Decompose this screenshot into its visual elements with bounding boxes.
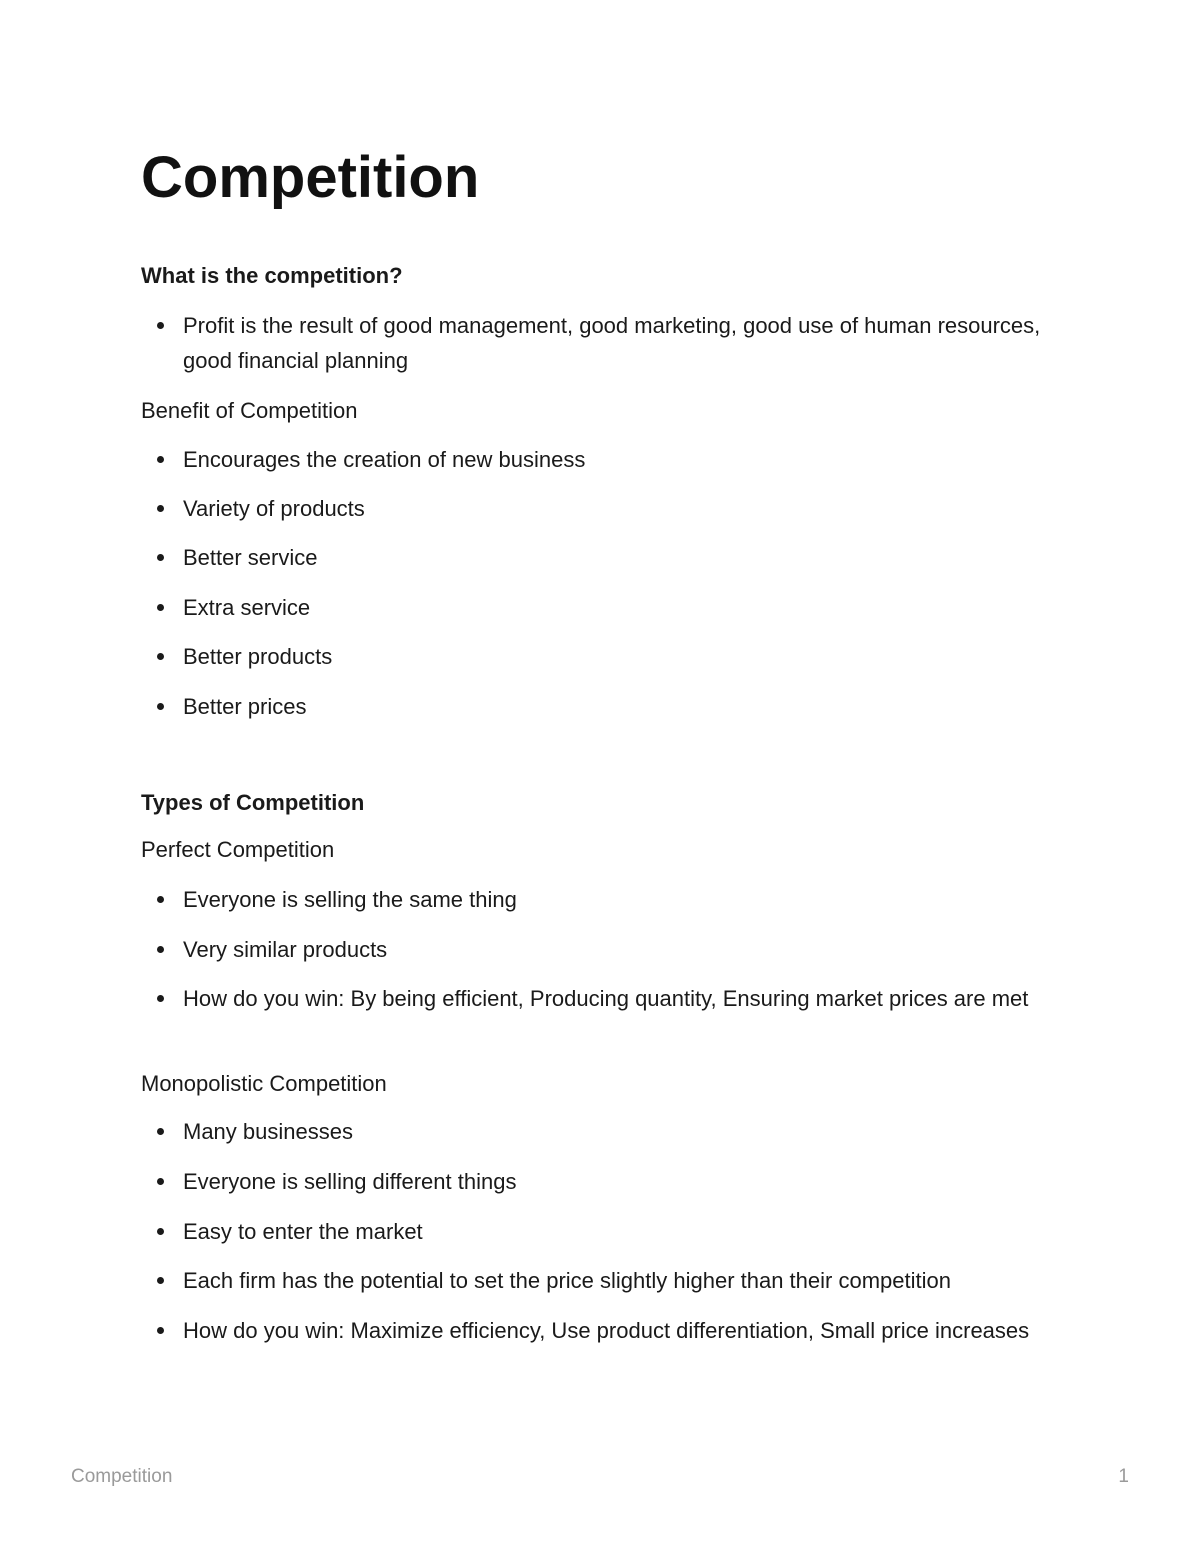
footer-page-number: 1: [1118, 1466, 1129, 1487]
list-item-text: Easy to enter the market: [183, 1219, 423, 1244]
list-item: [141, 689, 1071, 724]
list-item: [141, 1114, 1071, 1149]
bullet-icon: [157, 1178, 164, 1185]
page-title: Competition: [141, 145, 480, 210]
list-item: [141, 590, 1071, 625]
bullet-icon: [157, 322, 164, 329]
list-item-text: How do you win: By being efficient, Producing quantity, Ensuring market prices are met: [183, 986, 1029, 1011]
list-item: [141, 1263, 1071, 1298]
list-item: [141, 491, 1071, 526]
list-item: [141, 1313, 1071, 1348]
bullet-icon: [157, 505, 164, 512]
list-item: [141, 540, 1071, 575]
list-item: [141, 639, 1071, 674]
bullet-icon: [157, 703, 164, 710]
section-heading-types: Types of Competition: [141, 790, 365, 815]
list-item: [141, 442, 1071, 477]
list-item-text: Each firm has the potential to set the price slightly higher than their competition: [183, 1268, 951, 1293]
bullet-icon: [157, 1228, 164, 1235]
list-item: [141, 1164, 1071, 1199]
list-item: [141, 981, 1071, 1016]
bullet-icon: [157, 1327, 164, 1334]
list-item-text: Everyone is selling different things: [183, 1169, 517, 1194]
subheading-monopolistic-competition: Monopolistic Competition: [141, 1071, 387, 1096]
section-heading-what-is-competition: What is the competition?: [141, 263, 403, 288]
list-item-text: Encourages the creation of new business: [183, 447, 586, 472]
bullet-icon: [157, 653, 164, 660]
bullet-icon: [157, 995, 164, 1002]
subheading-perfect-competition: Perfect Competition: [141, 837, 335, 862]
list-item-text: Everyone is selling the same thing: [183, 887, 517, 912]
list-item-text: Very similar products: [183, 937, 388, 962]
bullet-icon: [157, 1128, 164, 1135]
section-heading-benefits: Benefit of Competition: [141, 398, 358, 423]
list-item: [141, 1214, 1071, 1249]
list-item-text: Better service: [183, 545, 318, 570]
list-item: [141, 882, 1071, 917]
list-item-text: Better products: [183, 644, 333, 669]
list-item-text: Better prices: [183, 694, 307, 719]
list-item-text: Many businesses: [183, 1119, 353, 1144]
bullet-icon: [157, 1277, 164, 1284]
bullet-icon: [157, 554, 164, 561]
list-item: [141, 932, 1071, 967]
list-item-text: How do you win: Maximize efficiency, Use product differentiation, Small price increases: [183, 1318, 1030, 1343]
list-item-text: Extra service: [183, 595, 311, 620]
list-item: [141, 308, 1071, 378]
bullet-icon: [157, 456, 164, 463]
footer-document-title: Competition: [71, 1466, 173, 1487]
list-item-text: Profit is the result of good management, good marketing, good use of human resources, good financial planning: [183, 313, 1041, 373]
list-item-text: Variety of products: [183, 496, 365, 521]
bullet-icon: [157, 896, 164, 903]
bullet-icon: [157, 604, 164, 611]
bullet-icon: [157, 946, 164, 953]
